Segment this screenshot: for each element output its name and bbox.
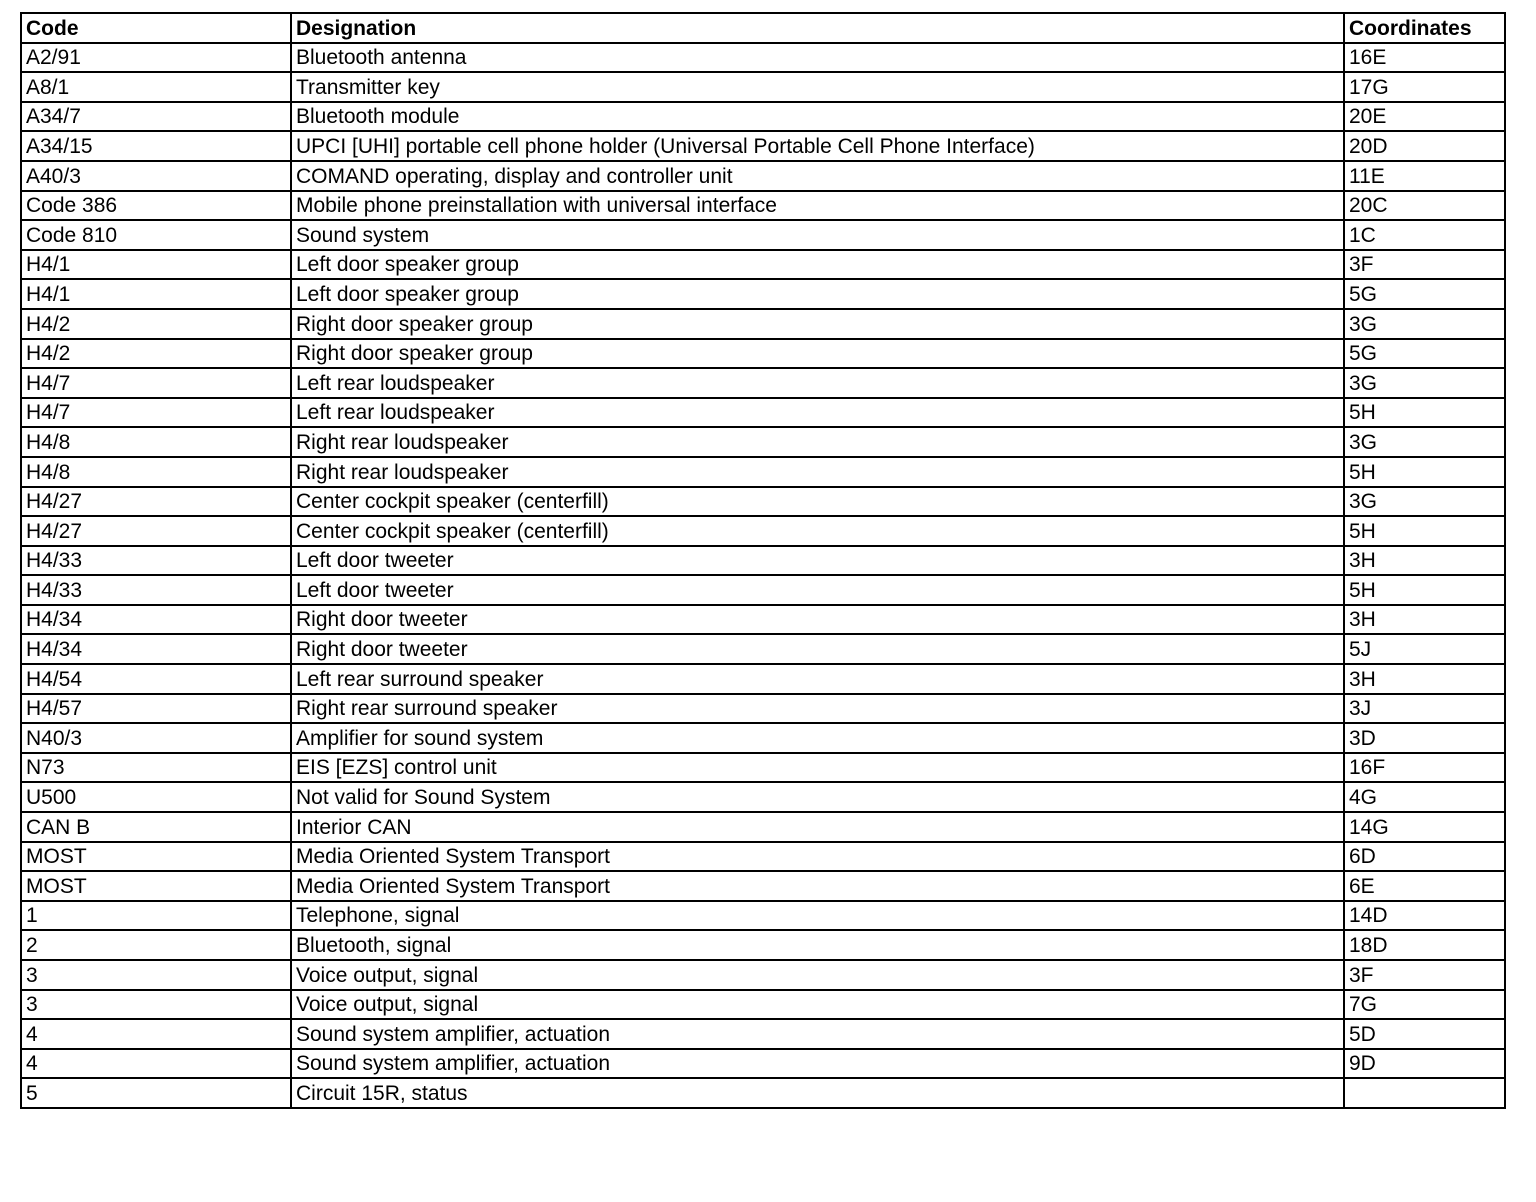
cell-coordinates: 9D <box>1344 1049 1505 1079</box>
cell-designation: Center cockpit speaker (centerfill) <box>291 487 1344 517</box>
cell-code: 1 <box>21 901 291 931</box>
cell-coordinates: 3F <box>1344 250 1505 280</box>
table-row <box>21 960 1505 990</box>
cell-designation: Interior CAN <box>291 812 1344 842</box>
cell-coordinates: 18D <box>1344 930 1505 960</box>
cell-coordinates: 5H <box>1344 398 1505 428</box>
cell-coordinates: 3H <box>1344 546 1505 576</box>
cell-code: 2 <box>21 930 291 960</box>
cell-designation: Voice output, signal <box>291 960 1344 990</box>
cell-code: A34/7 <box>21 102 291 132</box>
table-row <box>21 1049 1505 1079</box>
cell-code: H4/34 <box>21 605 291 635</box>
cell-designation: Sound system <box>291 220 1344 250</box>
table-row <box>21 279 1505 309</box>
table-row <box>21 1019 1505 1049</box>
cell-code: MOST <box>21 871 291 901</box>
table-row <box>21 220 1505 250</box>
cell-code: H4/27 <box>21 516 291 546</box>
table-row <box>21 516 1505 546</box>
cell-code: H4/8 <box>21 427 291 457</box>
cell-code: N73 <box>21 753 291 783</box>
cell-designation: EIS [EZS] control unit <box>291 753 1344 783</box>
cell-designation: Transmitter key <box>291 72 1344 102</box>
cell-code: H4/27 <box>21 487 291 517</box>
cell-code: H4/7 <box>21 368 291 398</box>
cell-code: A8/1 <box>21 72 291 102</box>
table-row <box>21 842 1505 872</box>
cell-coordinates: 14G <box>1344 812 1505 842</box>
cell-designation: Bluetooth, signal <box>291 930 1344 960</box>
table-row <box>21 664 1505 694</box>
cell-coordinates: 20E <box>1344 102 1505 132</box>
cell-designation: Telephone, signal <box>291 901 1344 931</box>
cell-designation: Not valid for Sound System <box>291 782 1344 812</box>
cell-designation: Amplifier for sound system <box>291 723 1344 753</box>
table-row <box>21 161 1505 191</box>
cell-coordinates: 3G <box>1344 368 1505 398</box>
cell-coordinates: 16E <box>1344 43 1505 73</box>
cell-code: N40/3 <box>21 723 291 753</box>
cell-designation: Left door tweeter <box>291 546 1344 576</box>
cell-coordinates <box>1344 1078 1505 1108</box>
cell-code: U500 <box>21 782 291 812</box>
cell-coordinates: 3F <box>1344 960 1505 990</box>
cell-code: H4/33 <box>21 575 291 605</box>
table-row <box>21 694 1505 724</box>
cell-code: MOST <box>21 842 291 872</box>
cell-coordinates: 3G <box>1344 487 1505 517</box>
table-row <box>21 1078 1505 1108</box>
cell-code: H4/1 <box>21 250 291 280</box>
cell-designation: Bluetooth antenna <box>291 43 1344 73</box>
cell-code: H4/1 <box>21 279 291 309</box>
cell-code: H4/57 <box>21 694 291 724</box>
cell-designation: Left rear surround speaker <box>291 664 1344 694</box>
cell-code: Code 810 <box>21 220 291 250</box>
cell-coordinates: 3D <box>1344 723 1505 753</box>
cell-code: 5 <box>21 1078 291 1108</box>
cell-coordinates: 3H <box>1344 605 1505 635</box>
table-row <box>21 43 1505 73</box>
cell-designation: Left rear loudspeaker <box>291 368 1344 398</box>
table-row <box>21 250 1505 280</box>
cell-coordinates: 3J <box>1344 694 1505 724</box>
cell-designation: Left door speaker group <box>291 279 1344 309</box>
cell-coordinates: 5D <box>1344 1019 1505 1049</box>
cell-coordinates: 1C <box>1344 220 1505 250</box>
cell-designation: Right door tweeter <box>291 634 1344 664</box>
cell-designation: Right rear loudspeaker <box>291 427 1344 457</box>
header-coordinates: Coordinates <box>1344 13 1505 43</box>
cell-coordinates: 7G <box>1344 990 1505 1020</box>
cell-code: 4 <box>21 1049 291 1079</box>
table-body <box>21 43 1505 1108</box>
table-row <box>21 368 1505 398</box>
table-row <box>21 102 1505 132</box>
header-code: Code <box>21 13 291 43</box>
cell-code: A2/91 <box>21 43 291 73</box>
cell-designation: Left door tweeter <box>291 575 1344 605</box>
table-row <box>21 546 1505 576</box>
cell-coordinates: 3G <box>1344 309 1505 339</box>
table-row <box>21 309 1505 339</box>
cell-designation: Bluetooth module <box>291 102 1344 132</box>
cell-coordinates: 20D <box>1344 131 1505 161</box>
table-row <box>21 605 1505 635</box>
cell-designation: Sound system amplifier, actuation <box>291 1049 1344 1079</box>
cell-code: H4/7 <box>21 398 291 428</box>
cell-designation: Right door speaker group <box>291 339 1344 369</box>
header-row <box>21 13 1505 43</box>
cell-designation: Right door tweeter <box>291 605 1344 635</box>
cell-designation: Right rear loudspeaker <box>291 457 1344 487</box>
table-row <box>21 191 1505 221</box>
table-row <box>21 901 1505 931</box>
cell-designation: Left door speaker group <box>291 250 1344 280</box>
cell-designation: Media Oriented System Transport <box>291 842 1344 872</box>
cell-coordinates: 5J <box>1344 634 1505 664</box>
cell-code: H4/34 <box>21 634 291 664</box>
table-row <box>21 575 1505 605</box>
cell-coordinates: 3H <box>1344 664 1505 694</box>
cell-code: A34/15 <box>21 131 291 161</box>
table-row <box>21 812 1505 842</box>
cell-coordinates: 5H <box>1344 516 1505 546</box>
component-legend-table <box>20 12 1506 1109</box>
table-row <box>21 871 1505 901</box>
cell-coordinates: 6D <box>1344 842 1505 872</box>
table-row <box>21 457 1505 487</box>
cell-code: A40/3 <box>21 161 291 191</box>
cell-coordinates: 20C <box>1344 191 1505 221</box>
table-row <box>21 72 1505 102</box>
table-row <box>21 131 1505 161</box>
cell-code: 3 <box>21 990 291 1020</box>
table-row <box>21 930 1505 960</box>
table-row <box>21 427 1505 457</box>
cell-code: H4/54 <box>21 664 291 694</box>
cell-code: H4/2 <box>21 339 291 369</box>
cell-designation: COMAND operating, display and controller unit <box>291 161 1344 191</box>
cell-code: 3 <box>21 960 291 990</box>
cell-coordinates: 6E <box>1344 871 1505 901</box>
cell-designation: Voice output, signal <box>291 990 1344 1020</box>
cell-designation: Center cockpit speaker (centerfill) <box>291 516 1344 546</box>
cell-code: H4/8 <box>21 457 291 487</box>
cell-designation: Mobile phone preinstallation with universal interface <box>291 191 1344 221</box>
cell-designation: Right door speaker group <box>291 309 1344 339</box>
header-designation: Designation <box>291 13 1344 43</box>
cell-coordinates: 3G <box>1344 427 1505 457</box>
table-row <box>21 723 1505 753</box>
table-row <box>21 634 1505 664</box>
table-row <box>21 782 1505 812</box>
table-row <box>21 990 1505 1020</box>
cell-coordinates: 14D <box>1344 901 1505 931</box>
cell-designation: Right rear surround speaker <box>291 694 1344 724</box>
cell-designation: Media Oriented System Transport <box>291 871 1344 901</box>
cell-code: H4/33 <box>21 546 291 576</box>
cell-coordinates: 5H <box>1344 575 1505 605</box>
table-header <box>21 13 1505 43</box>
cell-designation: Circuit 15R, status <box>291 1078 1344 1108</box>
cell-coordinates: 5G <box>1344 279 1505 309</box>
cell-coordinates: 16F <box>1344 753 1505 783</box>
table-row <box>21 398 1505 428</box>
cell-code: CAN B <box>21 812 291 842</box>
cell-coordinates: 17G <box>1344 72 1505 102</box>
cell-designation: Left rear loudspeaker <box>291 398 1344 428</box>
cell-code: Code 386 <box>21 191 291 221</box>
table-row <box>21 753 1505 783</box>
table-row <box>21 339 1505 369</box>
cell-designation: UPCI [UHI] portable cell phone holder (Universal Portable Cell Phone Interface) <box>291 131 1344 161</box>
cell-code: H4/2 <box>21 309 291 339</box>
cell-code: 4 <box>21 1019 291 1049</box>
cell-coordinates: 11E <box>1344 161 1505 191</box>
cell-designation: Sound system amplifier, actuation <box>291 1019 1344 1049</box>
cell-coordinates: 4G <box>1344 782 1505 812</box>
cell-coordinates: 5H <box>1344 457 1505 487</box>
cell-coordinates: 5G <box>1344 339 1505 369</box>
table-row <box>21 487 1505 517</box>
